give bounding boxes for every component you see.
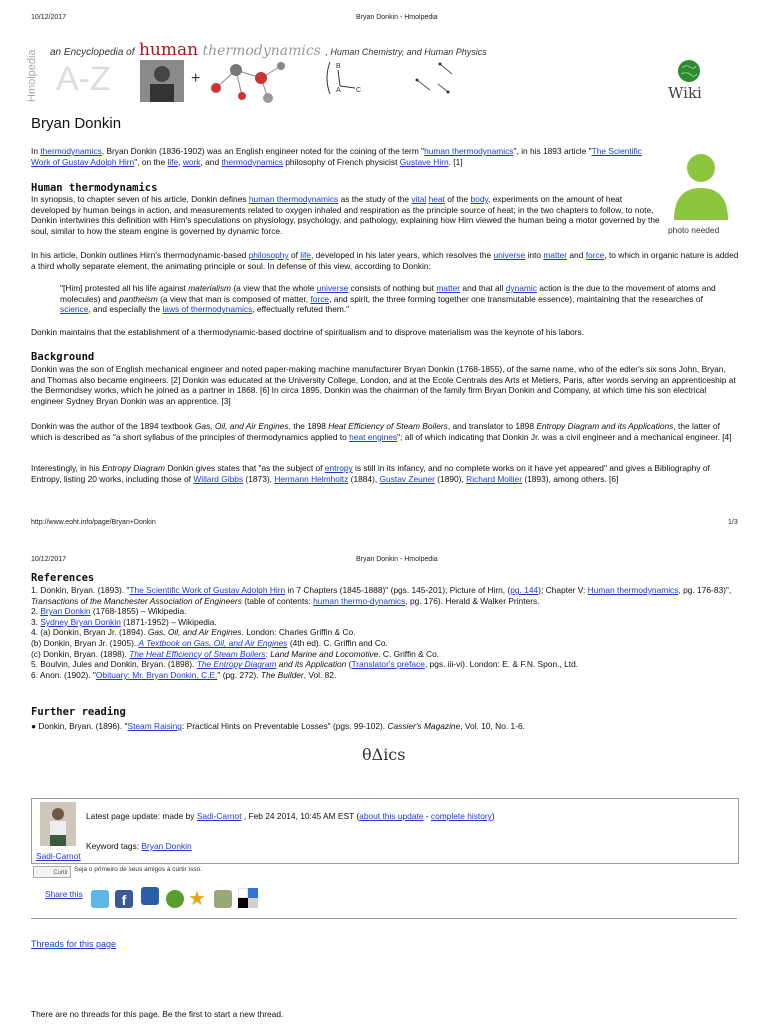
link-matter-2[interactable]: matter (436, 283, 461, 293)
link-human-thermo-dynamics[interactable]: human thermo-dynamics (313, 595, 406, 606)
references-list (31, 585, 739, 680)
link-human-thermodynamics[interactable]: human thermodynamics (424, 146, 514, 156)
link-universe-2[interactable]: universe (316, 283, 349, 293)
link-steam-raising[interactable]: Steam Raising (127, 721, 182, 731)
reference-4a: 4. (a) Donkin, Bryan Jr. (1894). Gas, Oil, and Air Engines. London: Charles Griffin & Co. (31, 627, 356, 638)
author-paragraph: Donkin was the author of the 1894 textbook Gas, Oil, and Air Engines, the 1898 Heat Efficiency of Steam Boilers, and translator to 1898 Entropy Diagram and its Applications, the latter of which is described as "a short syllabus of the principles of thermodynamics applied to heat engines"; all of which indicating that Donkin Jr. was a civil engineer and a mechanical engineer. [4] (31, 421, 732, 442)
link-dynamic[interactable]: dynamic (505, 283, 537, 293)
avatar[interactable] (40, 802, 76, 846)
banner-suffix: , Human Chemistry, and Human Physics (325, 47, 487, 57)
favorite-star-icon[interactable]: ★ (188, 888, 206, 910)
link-thermodynamics[interactable]: thermodynamics (40, 146, 102, 156)
photo-caption: photo needed (668, 225, 720, 235)
link-bryan-donkin-wiki[interactable]: Bryan Donkin (40, 606, 91, 617)
print-date-2: 10/12/2017 (31, 556, 67, 563)
reference-1: 1. Donkin, Bryan. (1893). "The Scientific Work of Gustav Adolph Hirn in 7 Chapters (1845-1888)" (pgs. 145-201); Picture of Hirn, (pg. 144); Chapter V: Human thermodynamics, pg. 176-83)", Transactions of the Manchester Association of Engineers (table of contents: human thermo-dynamics, pg. 176). Herald & Walker Printers. (31, 585, 732, 606)
avatar-person-icon (40, 802, 76, 846)
interesting-paragraph: Interestingly, in his Entropy Diagram Donkin gives states that "as the subject of entropy is still in its infancy, and no complete works on it have yet appeared" and gives a Bibliography of Entropy, listing 20 works, including those of Willard Gibbs (1873), Hermann Helmholtz (1884), Gustav Zeuner (1890), Richard Mollier (1893), among others. [6] (31, 463, 710, 484)
latest-update: Latest page update: made by Sadi-Carnot , Feb 24 2014, 10:45 AM EST (about this update - complete history) (86, 811, 495, 821)
reference-4b: (b) Donkin, Bryan Jr. (1905). A Textbook on Gas, Oil, and Air Engines (4th ed). C. Griffin and Co. (31, 637, 388, 648)
photo-placeholder-icon (670, 148, 732, 224)
link-willard-gibbs[interactable]: Willard Gibbs (193, 473, 244, 484)
banner-plus: + (191, 70, 201, 87)
reference-5: 5. Boulvin, Jules and Donkin, Bryan. (1898). The Entropy Diagram and its Application (Translator's preface, pgs. iii-vi). London: E. & F.N. Spon., Ltd. (31, 659, 579, 670)
footer-url: http://www.eoht.info/page/Bryan+Donkin (31, 519, 156, 526)
link-sydney-bryan-donkin[interactable]: Sydney Bryan Donkin (40, 616, 121, 627)
twitter-icon[interactable] (91, 890, 109, 908)
link-work[interactable]: work (182, 156, 201, 167)
link-vital[interactable]: vital (411, 194, 427, 204)
print-title: Bryan Donkin - Hmolpedia (356, 14, 438, 21)
link-complete-history[interactable]: complete history (430, 811, 492, 821)
heading-human-thermodynamics: Human thermodynamics (31, 182, 158, 194)
link-heat-engines[interactable]: heat engines (349, 431, 398, 442)
banner-prefix: an Encyclopedia of (50, 47, 135, 58)
hirn-quote: "[Him] protested all his life against materialism (a view that the whole universe consists of nothing but matter and that all dynamic action is the due to the movement of atoms and molecules) and pantheism (a view that man is composed of matter, force, and spirit, the three forming together one transmutable essence), maintaining that the researches of science, and especially the laws of thermodynamics, effectually refuted them." (60, 283, 716, 315)
link-richard-mollier[interactable]: Richard Mollier (466, 473, 522, 484)
portrait-icon (140, 60, 184, 102)
link-force-2[interactable]: force (310, 293, 330, 304)
print-title-2: Bryan Donkin - Hmolpedia (356, 556, 438, 563)
divider (31, 918, 737, 919)
synopsis-paragraph: In synopsis, to chapter seven of his article, Donkin defines human thermodynamics as the study of the vital heat of the body, experiments on the amount of heat developed by human beings in action, and measurements related to oxygen inhaled and respiration as the principle source of heat; in the two chapters to follow, to note, Donkin intertwines this definition with Hirn's speculations on physiology, psychology, and pathology, explaining how Hirn viewed the human being a motor governed by the soul, similar to how the steam engine is governed by dynamic force. (31, 194, 660, 236)
az-logo: A-Z (56, 60, 111, 98)
link-ref-scientific-work[interactable]: The Scientific Work of Gustav Adolph Hirn (129, 585, 286, 595)
link-pg-144[interactable]: pg. 144 (510, 585, 539, 595)
link-scientific-work[interactable]: The Scientific Work of Gustav Adolph Hirn (31, 146, 642, 167)
outline-paragraph: In his article, Donkin outlines Hirn's thermodynamic-based philosophy of life, developed in his later years, which resolves the universe into matter and force, to which in organic nature is added a third wholly separate element, the animating principle or soul. In defense of this view, according to Donkin: (31, 250, 739, 271)
delicious-icon[interactable] (238, 888, 258, 908)
molecule-icon (206, 58, 298, 104)
further-reading-item: ● Donkin, Bryan. (1896). "Steam Raising: Practical Hints on Preventable Losses" (pgs. 99-102). Cassier's Magazine, Vol. 10, No. 1-6. (31, 721, 525, 731)
link-keyword-bryan-donkin[interactable]: Bryan Donkin (141, 841, 192, 851)
link-philosophy[interactable]: philosophy (248, 250, 289, 260)
hmolpedia-side-label: Hmolpedia (26, 49, 38, 102)
keyword-tags: Keyword tags: Bryan Donkin (86, 841, 192, 851)
myspace-icon[interactable] (141, 887, 159, 905)
site-banner (50, 40, 487, 60)
facebook-icon[interactable]: f (115, 890, 133, 908)
stumbleupon-icon[interactable] (166, 890, 184, 908)
link-translators-preface[interactable]: Translator's preface (351, 659, 425, 670)
link-universe[interactable]: universe (493, 250, 526, 260)
link-body[interactable]: body (470, 194, 489, 204)
link-human-thermodynamics-2[interactable]: human thermodynamics (248, 194, 339, 204)
share-this-link[interactable]: Share this (45, 889, 83, 899)
reaction-diagram-icon (322, 58, 372, 98)
page-info-box (31, 798, 739, 864)
link-heat[interactable]: heat (428, 194, 445, 204)
intro-paragraph: In thermodynamics, Bryan Donkin (1836-1902) was an English engineer noted for the coining of the term "human thermodynamics", in his 1893 article "The Scientific Work of Gustav Adolph Hirn", on the life, work, and thermodynamics philosophy of French physicist Gustave Hirn. [1] (31, 146, 642, 167)
link-heat-efficiency[interactable]: The Heat Efficiency of Steam Boilers (129, 648, 266, 659)
page-title: Bryan Donkin (31, 115, 122, 132)
link-gustave-hirn[interactable]: Gustave Hirn (399, 156, 449, 167)
threads-link[interactable]: Threads for this page (31, 939, 117, 949)
link-entropy[interactable]: entropy (324, 463, 353, 473)
link-laws-of-thermodynamics[interactable]: laws of thermodynamics (162, 304, 253, 315)
reference-6: 6. Anon. (1902). "Obituary: Mr. Bryan Donkin, C.E." (pg. 272). The Builder, Vol. 82. (31, 669, 337, 680)
link-about-update[interactable]: about this update (359, 811, 424, 821)
svg-text:B: B (336, 63, 341, 70)
email-icon[interactable] (214, 890, 232, 908)
svg-text:A: A (336, 87, 341, 94)
facebook-social-text: Seja o primeiro de seus amigos a curtir isso. (74, 866, 202, 873)
link-science[interactable]: science (60, 304, 89, 315)
background-paragraph: Donkin was the son of English mechanical engineer and noted paper-making machine manufacturer Bryan Donkin (1768-1855), of the same name, who of the edler's six sons John, Bryan, and Thomas also became engineers. [2] Donkin was educated at the University College, London, and at the Ecole Centrals des Arts et Metiers, Paris, after words serving an apprenticeship at the Bermondsey works, which he joined as a partner in 1868. [6] In circa 1895, Donkin was the chairman of the family firm Bryan Donkin and Company, at which time his son electrical engineer Sydney Bryan Donkin was an apprentice. [3] (31, 364, 736, 406)
heading-references: References (31, 572, 95, 584)
avatar-name-link[interactable]: Sadi-Carnot (36, 851, 81, 861)
reference-2: 2. Bryan Donkin (1768-1855) – Wikipedia. (31, 606, 187, 617)
svg-text:C: C (356, 87, 362, 94)
no-threads-text: There are no threads for this page. Be the first to start a new thread. (31, 1009, 284, 1019)
heading-background: Background (31, 351, 95, 363)
link-life-2[interactable]: life (300, 250, 311, 260)
link-textbook-gas-oil[interactable]: A Textbook on Gas, Oil, and Air Engines (138, 637, 288, 648)
link-life[interactable]: life (167, 156, 179, 167)
link-entropy-diagram[interactable]: The Entropy Diagram (196, 659, 277, 670)
wiki-link[interactable]: Wiki (668, 84, 702, 102)
banner-human: human (138, 40, 199, 60)
reference-3: 3. Sydney Bryan Donkin (1871-1952) – Wikipedia. (31, 616, 217, 627)
reference-4c: (c) Donkin, Bryan. (1898). The Heat Efficiency of Steam Boilers: Land Marine and Locomotive. C. Griffin & Co. (31, 648, 440, 659)
particles-icon (412, 58, 457, 98)
link-hermann-helmholtz[interactable]: Hermann Helmholtz (274, 473, 349, 484)
link-sadi-carnot[interactable]: Sadi-Carnot (196, 811, 242, 821)
link-matter[interactable]: matter (543, 250, 568, 260)
wikipedia-globe-icon[interactable] (676, 58, 702, 84)
banner-thermo: thermodynamics (202, 43, 321, 59)
curtir-button[interactable]: Curtir (33, 866, 71, 878)
footer-page-number: 1/3 (728, 519, 738, 526)
heading-further-reading: Further reading (31, 706, 126, 718)
link-ref-human-thermodynamics[interactable]: Human thermodynamics (587, 585, 679, 595)
link-gustav-zeuner[interactable]: Gustav Zeuner (379, 473, 435, 484)
thermodynamics-logo: θΔics (362, 745, 406, 764)
link-force[interactable]: force (585, 250, 605, 260)
link-thermodynamics-2[interactable]: thermodynamics (221, 156, 283, 167)
maintains-paragraph: Donkin maintains that the establishment of a thermodynamic-based doctrine of spiritualism and to disprove materialism was the keynote of his labors. (31, 327, 585, 337)
portrait-image (140, 60, 184, 102)
link-obituary[interactable]: Obituary: Mr. Bryan Donkin, C.E. (95, 669, 218, 680)
print-date: 10/12/2017 (31, 14, 67, 21)
